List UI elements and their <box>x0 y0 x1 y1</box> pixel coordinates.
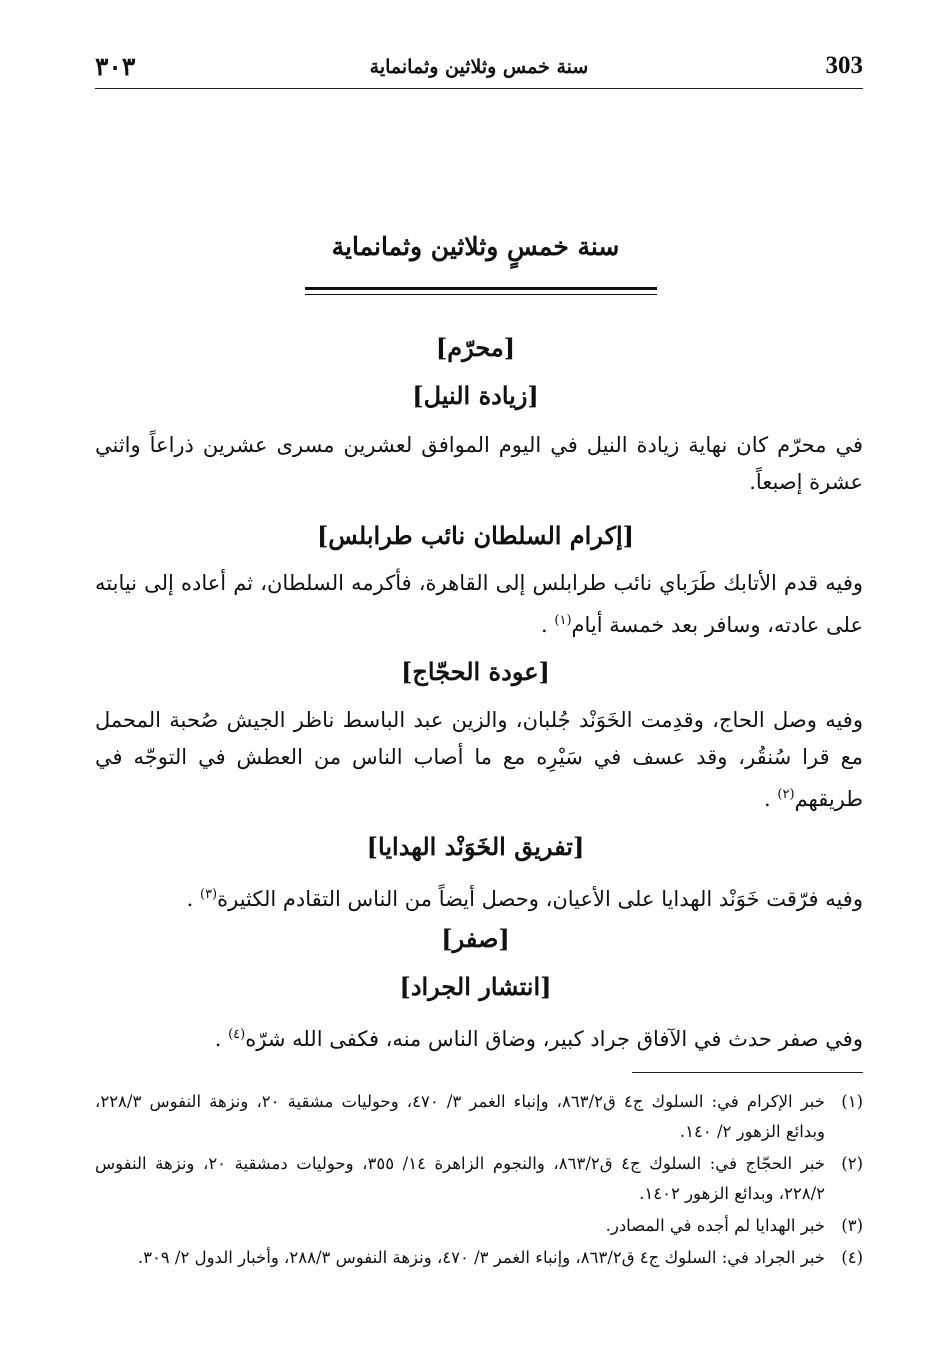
section-heading-safar: [صفر] <box>441 924 510 953</box>
footnote-rule <box>632 1072 863 1073</box>
footnote-text: خبر الهدايا لم أجده في المصادر. <box>605 1216 825 1235</box>
footnote-1 <box>95 1087 863 1147</box>
paragraph-text: وفي صفر حدث في الآفاق جراد كبير، وضاق الناس منه، فكفى الله شرّه <box>245 1027 863 1051</box>
paragraph-pilgrims <box>95 702 863 818</box>
footnote-text: خبر الإكرام في: السلوك ج٤ ق٨٦٣/٢، وإنباء الغمر ٣/ ٤٧٠، وحوليات مشقية ٢٠، ونزهة النفوس ٢٢٨/٣، وبدائع الزهور ٢/ ١٤٠. <box>95 1092 825 1141</box>
footnote-number: (١) <box>841 1092 863 1111</box>
paragraph-text: وفيه وصل الحاج، وقدِمت الخَوَنْد جُلبان، والزين عبد الباسط ناظر الجيش صُحبة المحمل مع قرا سُنقُر، وقد عسف في سَيْرِه مع ما أصاب الناس من العطش في التوجّه في طريقهم <box>95 708 863 811</box>
header-rule <box>95 88 863 89</box>
section-heading-locusts: [انتشار الجراد] <box>399 972 552 1001</box>
page-header <box>95 52 863 86</box>
paragraph-gifts <box>95 876 863 918</box>
page-number-arabic: ٣٠٣ <box>95 52 136 81</box>
footnote-text: خبر الجراد في: السلوك ج٤ ق٨٦٣/٢، وإنباء الغمر ٣/ ٤٧٠، ونزهة النفوس ٢٨٨/٣، وأخبار الدول ٢/ ٣٠٩. <box>137 1248 825 1267</box>
footnote-ref: (٣) <box>199 887 218 902</box>
section-heading-pilgrims: [عودة الحجّاج] <box>401 657 550 686</box>
paragraph-end: . <box>214 1027 222 1051</box>
title-rule-thin <box>305 294 657 295</box>
footnote-number: (٢) <box>841 1154 863 1173</box>
footnote-3 <box>95 1211 863 1241</box>
paragraph-text: وفيه فرّقت خَوَنْد الهدايا على الأعيان، وحصل أيضاً من الناس التقادم الكثيرة <box>217 887 863 911</box>
section-heading-nile: [زيادة النيل] <box>412 381 539 410</box>
paragraph-locusts <box>95 1016 863 1058</box>
paragraph-sultan <box>95 565 863 644</box>
paragraph-end: . <box>186 887 194 911</box>
paragraph-end: . <box>541 613 548 637</box>
footnote-4 <box>95 1243 863 1273</box>
paragraph-text: وفيه قدم الأتابك طَرَباي نائب طرابلس إلى القاهرة، فأكرمه السلطان، ثم أعاده إلى نيابته على عادته، وسافر بعد خمسة أيام <box>95 571 863 637</box>
chapter-title: سنة خمسٍ وثلاثين وثمانماية <box>331 232 620 261</box>
title-rule-thick <box>305 287 657 290</box>
paragraph-end: . <box>764 787 771 811</box>
footnote-2 <box>95 1149 863 1209</box>
section-heading-sultan: [إكرام السلطان نائب طرابلس] <box>316 521 635 550</box>
footnote-ref: (١) <box>554 613 572 628</box>
section-heading-gifts: [تفريق الخَوَنْد الهدايا] <box>366 832 585 861</box>
running-title: سنة خمس وثلاثين وثمانماية <box>369 56 589 78</box>
footnote-text: خبر الحجّاج في: السلوك ج٤ ق٨٦٣/٢، والنجوم الزاهرة ١٤/ ٣٥٥، وحوليات دمشقية ٢٠، ونزهة النفوس ٢٢٨/٢، وبدائع الزهور ١٤٠٢. <box>95 1154 825 1203</box>
paragraph-text: في محرّم كان نهاية زيادة النيل في اليوم الموافق لعشرين مسرى عشرين ذراعاً واثني عشرة إصبعاً. <box>95 433 863 494</box>
footnote-ref: (٢) <box>777 787 795 802</box>
section-heading-muharram: [محرّم] <box>435 333 516 362</box>
footnote-ref: (٤) <box>228 1027 246 1042</box>
page-number-latin: 303 <box>825 52 863 79</box>
footnote-number: (٣) <box>841 1216 863 1235</box>
footnote-number: (٤) <box>841 1248 863 1267</box>
paragraph-nile <box>95 427 863 501</box>
